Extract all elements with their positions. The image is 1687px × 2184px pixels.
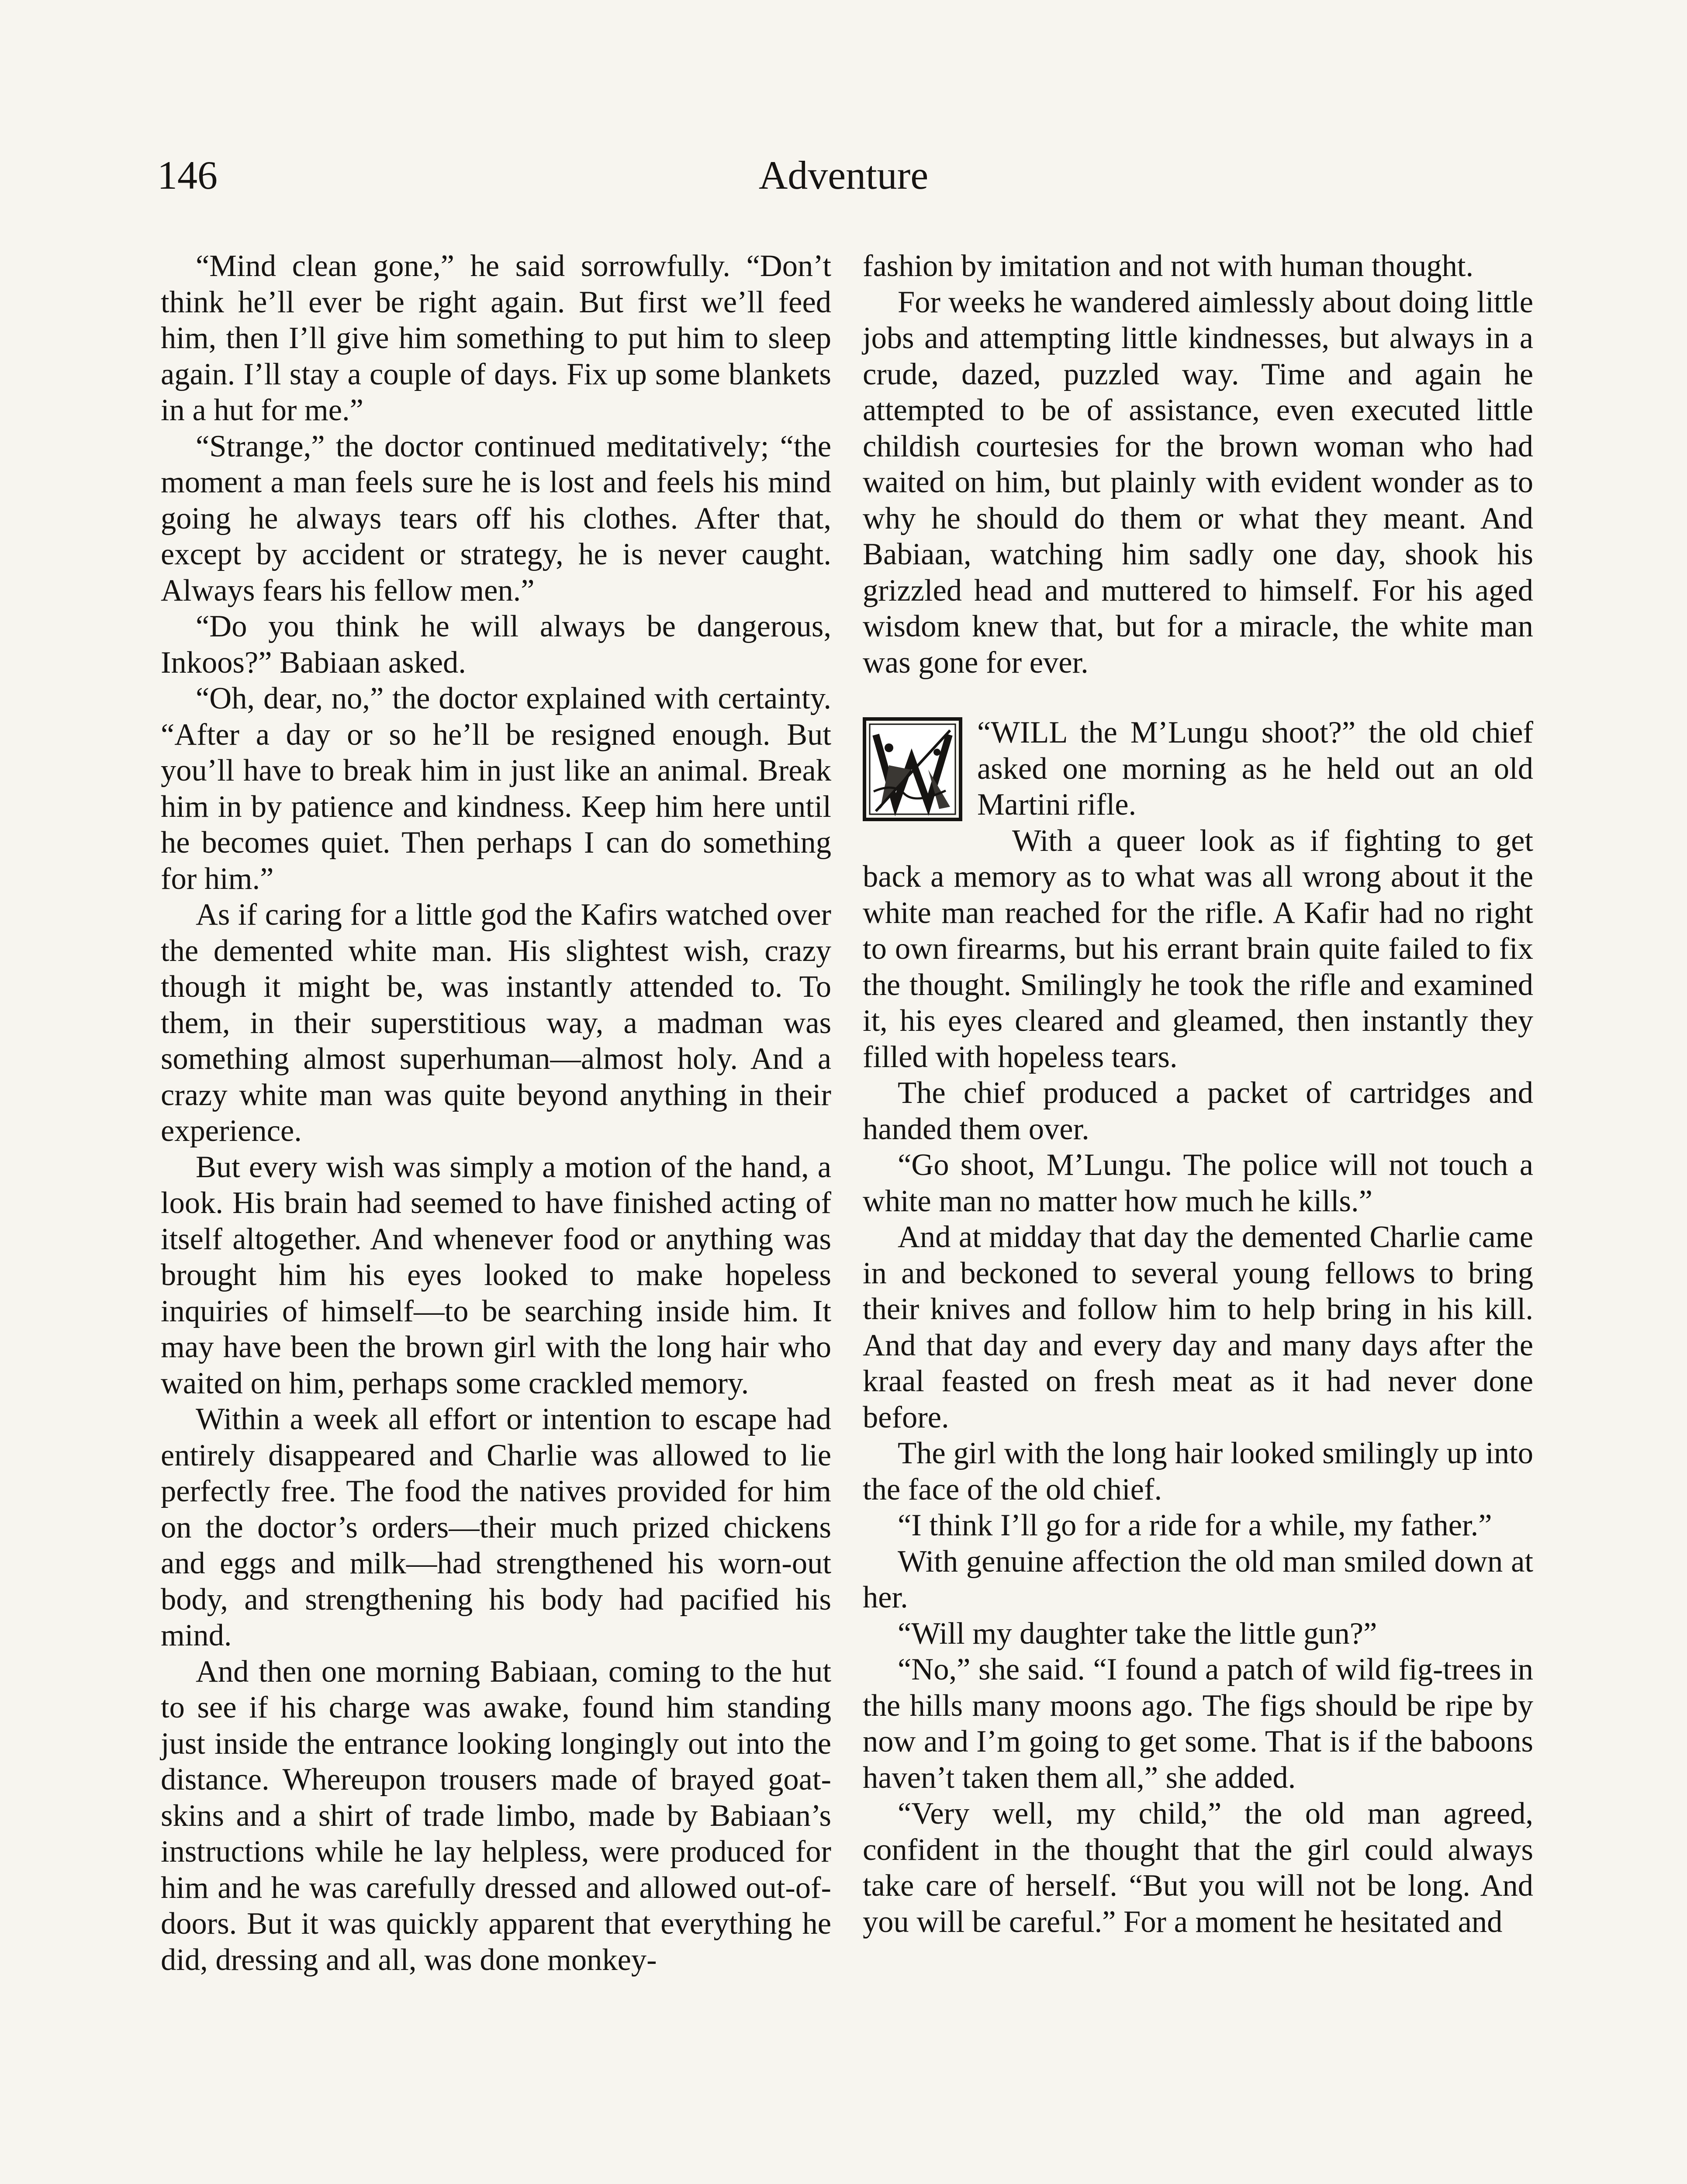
paragraph: But every wish was simply a motion of the hand, a look. His brain had seemed to have finished acting of itself altogether. And whenever food or anything was brought him his eyes looked to make hopeless inquiries of himself—to be searching inside him. It may have been the brown girl with the long hair who waited on him, perhaps some crackled memory. [161,1150,831,1400]
ornamental-initial-w-icon [863,717,962,821]
paragraph: With a queer look as if fighting to get back a memory as to what was all wrong about it the white man reached for the rifle. A Kafir had no right to own firearms, but his errant brain quite failed to fix the thought. Smilingly he took the rifle and examined it, his eyes cleared and gleamed, then instantly they filled with hopeless tears. [863,823,1533,1074]
paragraph: “Oh, dear, no,” the doctor explained with certainty. “After a day or so he’ll be resigned enough. But you’ll have to break him in just like an animal. Break him in by patience and kindness. Keep him here until he becomes quiet. Then perhaps I can do something for him.” [161,681,831,896]
paragraph: And then one morning Babiaan, coming to the hut to see if his charge was awake, found him standing just inside the entrance looking longingly out into the distance. Whereupon trousers made of brayed goat-skins and a shirt of trade limbo, made by Babiaan’s instructions while he lay helpless, were produced for him and he was carefully dressed and allowed out-of-doors. But it was quickly apparent that everything he did, dressing and all, was done monkey- [161,1654,831,1977]
paragraph: “Strange,” the doctor continued meditatively; “the moment a man feels sure he is lost and feels his mind going he always tears off his clothes. After that, except by accident or strategy, he is never caught. Always fears his fellow men.” [161,429,831,608]
running-head-title: Adventure [758,153,929,197]
paragraph: The girl with the long hair looked smilingly up into the face of the old chief. [863,1436,1533,1507]
right-column [863,248,1533,1940]
left-column [161,248,831,1978]
paragraph: For weeks he wandered aimlessly about doing little jobs and attempting little kindnesses, but always in a crude, dazed, puzzled way. Time and again he attempted to be of assistance, even executed little childish courtesies for the brown woman who had waited on him, but plainly with evident wonder as to why he should do them or what they meant. And Babiaan, watching him sadly one day, shook his grizzled head and muttered to himself. For his aged wisdom knew that, but for a miracle, the white man was gone for ever. [863,285,1533,680]
paragraph: “Mind clean gone,” he said sorrowfully. “Don’t think he’ll ever be right again. But first we’ll feed him, then I’ll give him something to put him to sleep again. I’ll stay a couple of days. Fix up some blankets in a hut for me.” [161,249,831,427]
paragraph: “I think I’ll go for a ride for a while, my father.” [898,1508,1492,1542]
paragraph: Within a week all effort or intention to escape had entirely disappeared and Charlie was allowed to lie perfectly free. The food the natives provided for him on the doctor’s orders—their much prized chickens and eggs and milk—had strengthened his worn-out body, and strengthening his body had pacified his mind. [161,1402,831,1652]
paragraph: “No,” she said. “I found a patch of wild fig-trees in the hills many moons ago. The figs should be ripe by now and I’m going to get some. That is if the baboons haven’t taken them all,” she added. [863,1652,1533,1795]
paragraph: “Very well, my child,” the old man agreed, confident in the thought that the girl could always take care of herself. “But you will not be long. And you will be careful.” For a moment he hesitated and [863,1797,1533,1939]
paragraph: And at midday that day the demented Charlie came in and beckoned to several young fellows to bring their knives and follow him to help bring in his kill. And that day and every day and many days after the kraal feasted on fresh meat as it had never done before. [863,1220,1533,1434]
paragraph: As if caring for a little god the Kafirs watched over the demented white man. His slightest wish, crazy though it might be, was instantly attended to. To them, in their superstitious way, a madman was something almost superhuman—almost holy. And a crazy white man was quite beyond anything in their experience. [161,898,831,1148]
paragraph: “Go shoot, M’Lungu. The police will not touch a white man no matter how much he kills.” [863,1148,1533,1218]
paragraph: With genuine affection the old man smiled down at her. [863,1544,1533,1614]
paragraph: “Will my daughter take the little gun?” [898,1616,1377,1651]
drop-cap [863,717,962,821]
page-number: 146 [157,153,218,197]
section-opening-text: “WILL the M’Lungu shoot?” the old chief asked one morning as he held out an old Martini rifle. [977,715,1533,822]
continued-paragraph: fashion by imitation and not with human thought. [863,249,1474,283]
paragraph: The chief produced a packet of cartridges and handed them over. [863,1076,1533,1146]
paragraph: “Do you think he will always be dangerous, Inkoos?” Babiaan asked. [161,609,831,680]
section-opening-paragraph [863,715,1533,823]
